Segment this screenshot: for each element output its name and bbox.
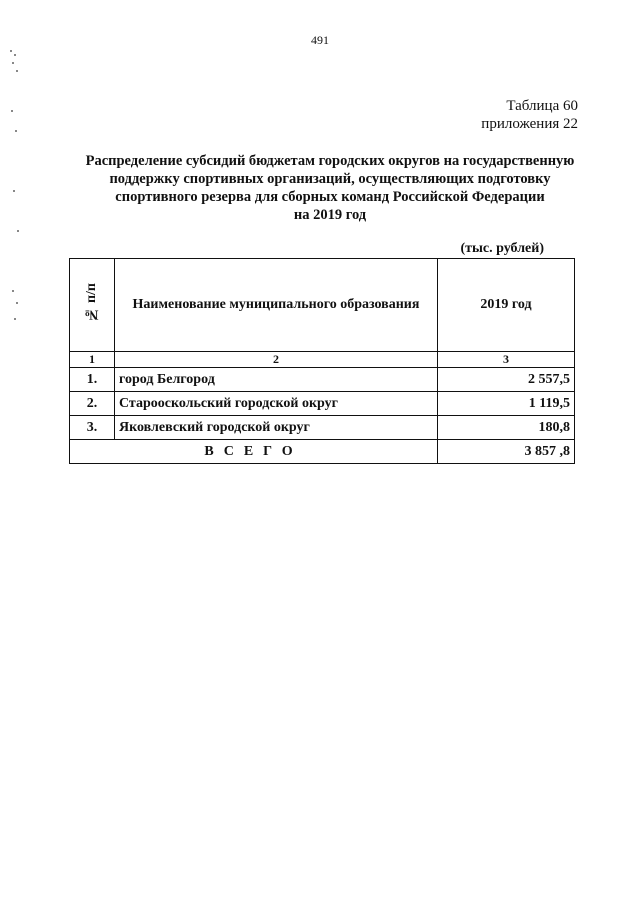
row-name: город Белгород: [115, 368, 438, 392]
total-row: [70, 440, 575, 464]
title-line: на 2019 год: [293, 207, 367, 223]
row-num: 1.: [70, 368, 115, 392]
title-line: поддержку спортивных организаций, осуществляющих подготовку: [109, 171, 551, 187]
table-row: [70, 368, 575, 392]
document-title: [60, 152, 600, 224]
row-value: 1 119,5: [438, 392, 575, 416]
row-value: 2 557,5: [438, 368, 575, 392]
table-header-row: [70, 259, 575, 352]
row-name: Яковлевский городской округ: [115, 416, 438, 440]
row-name: Старооскольский городской округ: [115, 392, 438, 416]
column-number: 2: [115, 352, 438, 368]
column-number: 3: [438, 352, 575, 368]
total-value: 3 857 ,8: [438, 440, 575, 464]
header-num-label: № п/п: [84, 283, 99, 322]
title-line: спортивного резерва для сборных команд Российской Федерации: [115, 189, 545, 205]
header-num: [70, 259, 115, 352]
row-value: 180,8: [438, 416, 575, 440]
column-number-row: [70, 352, 575, 368]
title-line: Распределение субсидий бюджетам городских округов на государственную: [85, 153, 575, 169]
page-number: 491: [311, 33, 329, 47]
header-name: Наименование муниципального образования: [115, 259, 438, 352]
table-reference-line: приложения 22: [481, 116, 578, 132]
table-row: [70, 392, 575, 416]
total-label: ВСЕГО: [70, 440, 438, 464]
table-row: [70, 416, 575, 440]
units-label: (тыс. рублей): [460, 241, 544, 256]
table-reference: [481, 97, 578, 133]
subsidy-table: [69, 258, 575, 464]
column-number: 1: [70, 352, 115, 368]
table-reference-line: Таблица 60: [506, 98, 578, 114]
row-num: 2.: [70, 392, 115, 416]
margin-scan-marks: [6, 40, 30, 360]
row-num: 3.: [70, 416, 115, 440]
header-year: 2019 год: [438, 259, 575, 352]
